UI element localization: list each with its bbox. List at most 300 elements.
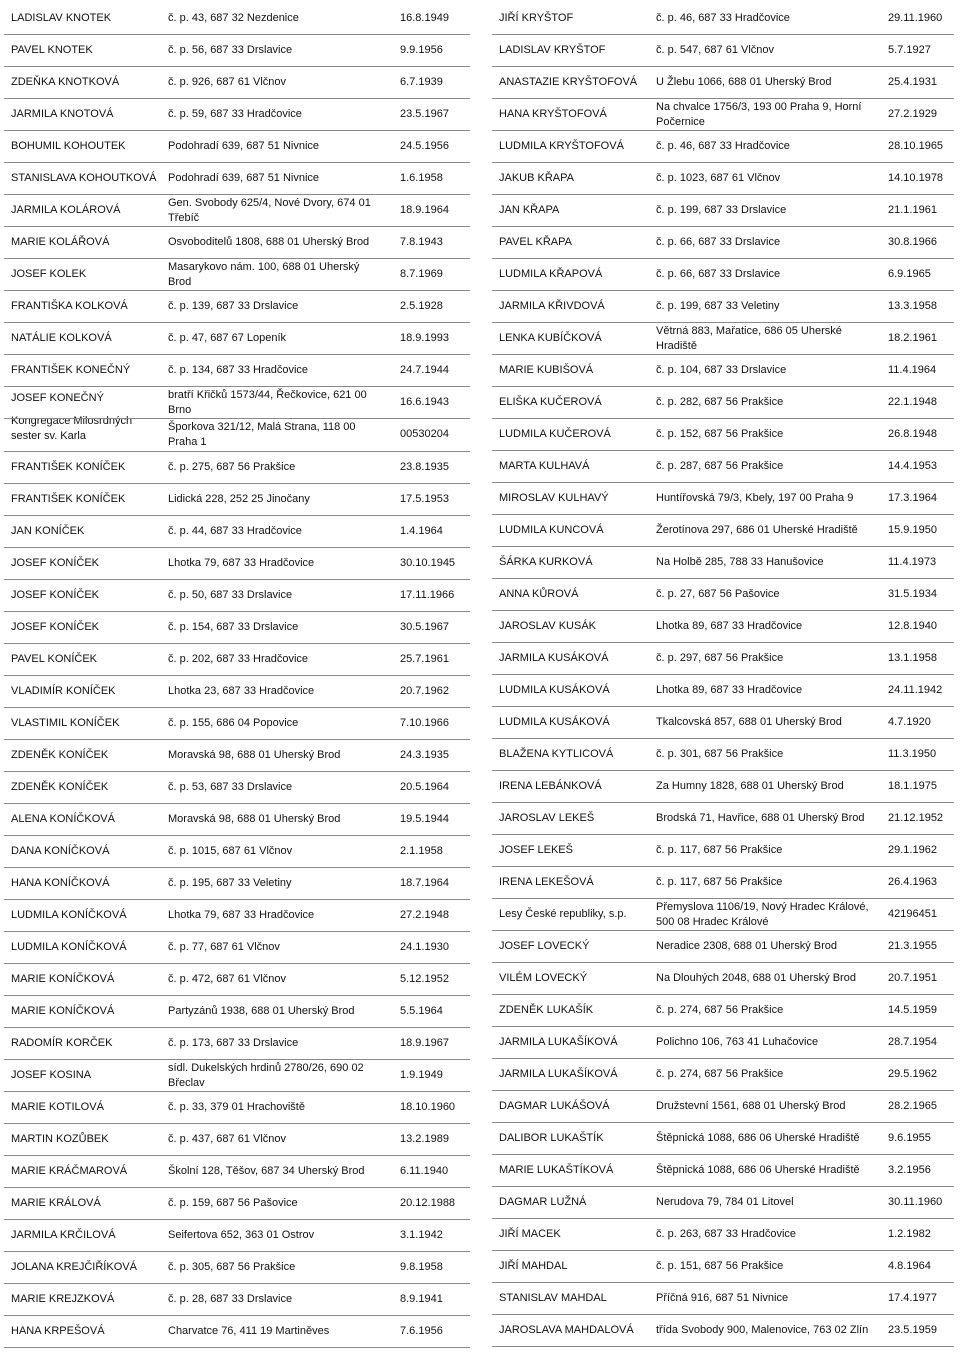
owner-address: č. p. 53, 687 33 Drslavice <box>168 781 293 793</box>
owner-name: JOSEF KONÍČEK <box>11 621 100 633</box>
table-row <box>492 1251 954 1283</box>
table-row <box>4 772 470 804</box>
table-row <box>4 323 470 355</box>
owner-date: 21.3.1955 <box>888 940 937 952</box>
owner-date: 26.4.1963 <box>888 876 937 888</box>
owner-address: Huntířovská 79/3, Kbely, 197 00 Praha 9 <box>656 492 854 504</box>
owner-name: VILÉM LOVECKÝ <box>499 972 588 984</box>
owner-name: MARIE KUBIŠOVÁ <box>499 364 594 376</box>
owner-address: Polichno 106, 763 41 Luhačovice <box>656 1036 819 1048</box>
table-row <box>4 900 470 932</box>
table-row <box>4 1092 470 1124</box>
owner-name: PAVEL KNOTEK <box>11 44 93 56</box>
table-row <box>492 67 954 99</box>
table-row <box>4 1188 470 1220</box>
owner-address: bratří Křičků 1573/44, Řečkovice, 621 00 Brno <box>168 388 367 416</box>
owner-address: Lhotka 23, 687 33 Hradčovice <box>168 685 315 697</box>
table-row <box>4 740 470 772</box>
owner-address: č. p. 287, 687 56 Prakšice <box>656 460 784 472</box>
owner-address: č. p. 926, 687 61 Vlčnov <box>168 76 287 88</box>
table-row <box>4 516 470 548</box>
table-row <box>492 483 954 515</box>
owner-address: č. p. 28, 687 33 Drslavice <box>168 1293 293 1305</box>
owner-name: JARMILA LUKAŠÍKOVÁ <box>499 1068 618 1080</box>
owner-name: JARMILA KRČILOVÁ <box>11 1229 116 1241</box>
owner-date: 28.7.1954 <box>888 1036 937 1048</box>
owner-date: 29.1.1962 <box>888 844 937 856</box>
owner-date: 6.9.1965 <box>888 268 931 280</box>
owner-name: MARIE KOLÁŘOVÁ <box>11 236 110 248</box>
owner-address: č. p. 199, 687 33 Veletiny <box>656 300 780 312</box>
owner-date: 29.5.1962 <box>888 1068 937 1080</box>
owner-name: LUDMILA KŘAPOVÁ <box>499 268 603 280</box>
table-row <box>4 804 470 836</box>
table-row <box>4 131 470 163</box>
owner-date: 24.7.1944 <box>400 364 449 376</box>
owner-address: č. p. 437, 687 61 Vlčnov <box>168 1133 287 1145</box>
owner-address: Lhotka 89, 687 33 Hradčovice <box>656 620 803 632</box>
owner-date: 18.1.1975 <box>888 780 937 792</box>
owner-date: 5.12.1952 <box>400 973 449 985</box>
owner-name: JARMILA KUSÁKOVÁ <box>499 652 609 664</box>
table-row <box>4 964 470 996</box>
owner-address: Nerudova 79, 784 01 Litovel <box>656 1196 794 1208</box>
table-row <box>492 899 954 931</box>
owner-name: HANA KRYŠTOFOVÁ <box>499 108 607 120</box>
table-row <box>492 1091 954 1123</box>
owner-name: MARIE KONÍČKOVÁ <box>11 973 115 985</box>
owner-date: 9.6.1955 <box>888 1132 931 1144</box>
owner-address: Brodská 71, Havřice, 688 01 Uherský Brod <box>656 812 865 824</box>
owner-date: 16.6.1943 <box>400 396 449 408</box>
table-row <box>4 708 470 740</box>
owner-date: 1.9.1949 <box>400 1069 443 1081</box>
owner-address: č. p. 66, 687 33 Drslavice <box>656 236 781 248</box>
table-row <box>492 355 954 387</box>
owner-date: 30.11.1960 <box>888 1196 943 1208</box>
table-row <box>492 1059 954 1091</box>
owner-date: 1.2.1982 <box>888 1228 931 1240</box>
owner-name: MARTA KULHAVÁ <box>499 460 590 472</box>
owner-name: JAN KŘAPA <box>499 204 560 216</box>
table-row <box>492 611 954 643</box>
owner-address: č. p. 199, 687 33 Drslavice <box>656 204 787 216</box>
table-row <box>4 580 470 612</box>
owner-address: č. p. 263, 687 33 Hradčovice <box>656 1228 797 1240</box>
left-column <box>4 3 470 1348</box>
owner-address: č. p. 152, 687 56 Prakšice <box>656 428 784 440</box>
owner-name: RADOMÍR KORČEK <box>11 1037 113 1049</box>
owner-address: Gen. Svobody 625/4, Nové Dvory, 674 01 Třebíč <box>168 196 371 224</box>
owner-name: HANA KRPEŠOVÁ <box>11 1325 105 1337</box>
table-row <box>4 612 470 644</box>
owner-name: JAN KONÍČEK <box>11 525 85 537</box>
owner-date: 13.1.1958 <box>888 652 937 664</box>
owner-date: 28.10.1965 <box>888 140 944 152</box>
owner-date: 30.5.1967 <box>400 621 449 633</box>
owner-name: BOHUMIL KOHOUTEK <box>11 140 126 152</box>
owner-name: MARIE KREJZKOVÁ <box>11 1293 115 1305</box>
owner-name: STANISLAVA KOHOUTKOVÁ <box>11 172 157 184</box>
owner-date: 17.4.1977 <box>888 1292 937 1304</box>
owner-address: č. p. 66, 687 33 Drslavice <box>656 268 781 280</box>
owner-name: ELIŠKA KUČEROVÁ <box>499 396 602 408</box>
owner-name: JOSEF KONEČNÝ <box>11 391 104 404</box>
table-row <box>492 35 954 67</box>
table-row <box>4 452 470 484</box>
owner-date: 28.2.1965 <box>888 1100 937 1112</box>
owner-date: 5.5.1964 <box>400 1005 443 1017</box>
owner-name: JAKUB KŘAPA <box>499 172 574 184</box>
owner-name: FRANTIŠEK KONEČNÝ <box>11 364 131 376</box>
table-row <box>492 643 954 675</box>
owner-name: JARMILA KOLÁROVÁ <box>11 204 121 216</box>
owner-name: Kongregace Milosrdných sester sv. Karla <box>11 415 133 442</box>
owner-date: 7.6.1956 <box>400 1325 443 1337</box>
owner-date: 7.8.1943 <box>400 236 443 248</box>
owner-address: Tkalcovská 857, 688 01 Uherský Brod <box>656 716 842 728</box>
owner-address: č. p. 139, 687 33 Drslavice <box>168 300 299 312</box>
owner-date: 2.1.1958 <box>400 845 443 857</box>
owner-name: LUDMILA KUSÁKOVÁ <box>499 716 610 728</box>
owner-name: JARMILA KŘIVDOVÁ <box>499 300 605 312</box>
owner-date: 20.7.1951 <box>888 972 937 984</box>
owner-address: třída Svobody 900, Malenovice, 763 02 Zlín <box>656 1324 869 1336</box>
owner-date: 8.7.1969 <box>400 268 443 280</box>
owner-address: Seifertova 652, 363 01 Ostrov <box>168 1229 315 1241</box>
table-row <box>492 835 954 867</box>
owner-address: Přemyslova 1106/19, Nový Hradec Králové, 500 08 Hradec Králové <box>656 900 869 928</box>
table-row <box>492 3 954 35</box>
owner-name: JOLANA KREJČIŘÍKOVÁ <box>11 1261 137 1273</box>
owner-date: 20.12.1988 <box>400 1197 456 1209</box>
owner-name: DANA KONÍČKOVÁ <box>11 845 110 857</box>
owner-name: JOSEF KONÍČEK <box>11 557 100 569</box>
owner-address: č. p. 77, 687 61 Vlčnov <box>168 941 280 953</box>
owner-address: U Žlebu 1066, 688 01 Uherský Brod <box>656 76 832 88</box>
table-row <box>4 644 470 676</box>
owner-date: 21.1.1961 <box>888 204 937 216</box>
owner-date: 16.8.1949 <box>400 12 449 24</box>
table-row <box>492 1315 954 1347</box>
table-row <box>4 99 470 131</box>
owner-date: 11.3.1950 <box>888 748 937 760</box>
table-row <box>4 1252 470 1284</box>
owner-name: VLASTIMIL KONÍČEK <box>11 717 120 729</box>
table-row <box>492 1123 954 1155</box>
owner-name: IRENA LEKEŠOVÁ <box>499 876 594 888</box>
owner-date: 11.4.1964 <box>888 364 937 376</box>
table-row <box>4 1124 470 1156</box>
table-row <box>4 996 470 1028</box>
owner-date: 25.4.1931 <box>888 76 937 88</box>
owner-date: 4.8.1964 <box>888 1260 931 1272</box>
table-row <box>492 867 954 899</box>
table-row <box>492 1187 954 1219</box>
owner-date: 26.8.1948 <box>888 428 937 440</box>
table-row <box>492 451 954 483</box>
owner-date: 25.7.1961 <box>400 653 449 665</box>
owner-date: 23.5.1967 <box>400 108 449 120</box>
owner-name: DAGMAR LUKÁŠOVÁ <box>499 1100 610 1112</box>
table-row <box>492 227 954 259</box>
owner-address: č. p. 117, 687 56 Prakšice <box>656 876 783 888</box>
table-row <box>492 1219 954 1251</box>
owner-name: LENKA KUBÍČKOVÁ <box>499 332 602 344</box>
owner-name: JAROSLAV LEKEŠ <box>499 812 595 824</box>
owner-date: 24.1.1930 <box>400 941 449 953</box>
owner-name: FRANTIŠKA KOLKOVÁ <box>11 300 128 312</box>
owner-address: sídl. Dukelských hrdinů 2780/26, 690 02 Břeclav <box>168 1061 364 1089</box>
owner-address: č. p. 47, 687 67 Lopeník <box>168 332 287 344</box>
owner-address: č. p. 1023, 687 61 Vlčnov <box>656 172 781 184</box>
owner-name: HANA KONÍČKOVÁ <box>11 877 110 889</box>
owner-name: JOSEF KOSINA <box>11 1069 92 1081</box>
table-row <box>492 515 954 547</box>
owner-address: č. p. 27, 687 56 Pašovice <box>656 588 780 600</box>
owner-address: Štěpnická 1088, 686 06 Uherské Hradiště <box>656 1164 860 1176</box>
owner-date: 13.2.1989 <box>400 1133 449 1145</box>
owner-date: 18.7.1964 <box>400 877 449 889</box>
table-row <box>492 387 954 419</box>
owner-date: 20.5.1964 <box>400 781 449 793</box>
owner-address: č. p. 173, 687 33 Drslavice <box>168 1037 299 1049</box>
owner-date: 21.12.1952 <box>888 812 944 824</box>
owner-date: 7.10.1966 <box>400 717 449 729</box>
owner-name: IRENA LEBÁNKOVÁ <box>499 780 602 792</box>
owner-date: 11.4.1973 <box>888 556 937 568</box>
table-row <box>4 163 470 195</box>
owner-name: FRANTIŠEK KONÍČEK <box>11 461 126 473</box>
owner-name: JIŘÍ MAHDAL <box>499 1260 568 1272</box>
owner-address: Masarykovo nám. 100, 688 01 Uherský Brod <box>168 260 360 288</box>
owner-address: č. p. 46, 687 33 Hradčovice <box>656 12 790 24</box>
table-row <box>492 1155 954 1187</box>
owner-address: č. p. 104, 687 33 Drslavice <box>656 364 787 376</box>
owner-name: JARMILA LUKAŠÍKOVÁ <box>499 1036 618 1048</box>
owner-date: 18.9.1967 <box>400 1037 449 1049</box>
owner-address: č. p. 46, 687 33 Hradčovice <box>656 140 790 152</box>
owner-name: MARIE KRÁLOVÁ <box>11 1197 101 1209</box>
owner-address: č. p. 117, 687 56 Prakšice <box>656 844 783 856</box>
table-row <box>492 1283 954 1315</box>
owner-date: 3.2.1956 <box>888 1164 931 1176</box>
table-row <box>492 739 954 771</box>
owner-name: LADISLAV KRYŠTOF <box>499 44 606 56</box>
owner-name: Lesy České republiky, s.p. <box>499 908 627 920</box>
table-row <box>492 675 954 707</box>
owner-date: 20.7.1962 <box>400 685 449 697</box>
owner-date: 24.5.1956 <box>400 140 449 152</box>
owner-address: č. p. 195, 687 33 Veletiny <box>168 877 292 889</box>
owner-address: č. p. 275, 687 56 Prakšice <box>168 461 296 473</box>
table-row <box>4 1220 470 1252</box>
owner-date: 18.9.1993 <box>400 332 449 344</box>
table-row <box>4 35 470 67</box>
owner-date: 9.9.1956 <box>400 44 443 56</box>
owner-date: 14.5.1959 <box>888 1004 937 1016</box>
owner-address: Lhotka 79, 687 33 Hradčovice <box>168 909 315 921</box>
owner-date: 5.7.1927 <box>888 44 931 56</box>
owner-name: JOSEF LEKEŠ <box>499 844 573 856</box>
owner-address: Podohradí 639, 687 51 Nivnice <box>168 172 320 184</box>
table-row <box>492 259 954 291</box>
owner-address: Příčná 916, 687 51 Nivnice <box>656 1292 789 1304</box>
owner-date: 3.1.1942 <box>400 1229 443 1241</box>
owner-name: DALIBOR LUKAŠTÍK <box>499 1132 604 1144</box>
table-row <box>4 1028 470 1060</box>
owner-address: č. p. 1015, 687 61 Vlčnov <box>168 845 293 857</box>
owner-name: LUDMILA KONÍČKOVÁ <box>11 909 127 921</box>
table-row <box>4 484 470 516</box>
owner-name: JIŘÍ MACEK <box>499 1228 561 1240</box>
table-row <box>492 163 954 195</box>
owner-name: BLAŽENA KYTLICOVÁ <box>499 748 614 760</box>
owner-address: Šporkova 321/12, Malá Strana, 118 00 Praha 1 <box>168 420 356 448</box>
table-row <box>492 195 954 227</box>
owner-address: Družstevní 1561, 688 01 Uherský Brod <box>656 1100 846 1112</box>
table-row <box>4 868 470 900</box>
owner-name: LUDMILA KUČEROVÁ <box>499 428 611 440</box>
owner-date: 23.8.1935 <box>400 461 449 473</box>
owner-date: 14.4.1953 <box>888 460 937 472</box>
owner-date: 30.8.1966 <box>888 236 937 248</box>
owner-address: Větrná 883, Mařatice, 686 05 Uherské Hradiště <box>656 324 842 352</box>
owner-date: 18.2.1961 <box>888 332 937 344</box>
owner-date: 15.9.1950 <box>888 524 937 536</box>
table-row <box>492 547 954 579</box>
table-row <box>4 676 470 708</box>
owner-name: PAVEL KŘAPA <box>499 236 572 248</box>
owner-address: č. p. 297, 687 56 Prakšice <box>656 652 784 664</box>
owner-name: JAROSLAVA MAHDALOVÁ <box>499 1324 634 1336</box>
owner-date: 18.10.1960 <box>400 1101 456 1113</box>
owner-address: Moravská 98, 688 01 Uherský Brod <box>168 813 341 825</box>
owner-name: JOSEF KONÍČEK <box>11 589 100 601</box>
owner-date: 18.9.1964 <box>400 204 449 216</box>
table-row <box>4 259 470 291</box>
owner-address: č. p. 547, 687 61 Vlčnov <box>656 44 775 56</box>
owner-name: JAROSLAV KUSÁK <box>499 620 596 632</box>
owner-date: 4.7.1920 <box>888 716 931 728</box>
table-row <box>492 291 954 323</box>
owner-address: Osvoboditelů 1808, 688 01 Uherský Brod <box>168 236 370 248</box>
right-column <box>492 3 954 1347</box>
table-row <box>4 1284 470 1316</box>
owner-name: ZDENĚK KONÍČEK <box>11 781 109 793</box>
owner-name: ANASTAZIE KRYŠTOFOVÁ <box>499 76 638 88</box>
owner-date: 13.3.1958 <box>888 300 937 312</box>
owner-address: Lhotka 79, 687 33 Hradčovice <box>168 557 315 569</box>
owner-name: ZDEŇKA KNOTKOVÁ <box>11 76 120 88</box>
owner-address: Charvatce 76, 411 19 Martiněves <box>168 1325 330 1337</box>
table-row <box>492 1027 954 1059</box>
owner-address: č. p. 155, 686 04 Popovice <box>168 717 299 729</box>
owner-address: č. p. 43, 687 32 Nezdenice <box>168 12 299 24</box>
table-row <box>492 931 954 963</box>
table-row <box>4 3 470 35</box>
table-row <box>492 323 954 355</box>
table-row <box>492 771 954 803</box>
owner-address: č. p. 33, 379 01 Hrachoviště <box>168 1101 305 1113</box>
owner-address: č. p. 154, 687 33 Drslavice <box>168 621 299 633</box>
owner-date: 24.11.1942 <box>888 684 943 696</box>
owner-address: Na chvalce 1756/3, 193 00 Praha 9, Horní Počernice <box>656 100 862 128</box>
owner-address: č. p. 301, 687 56 Prakšice <box>656 748 784 760</box>
table-row <box>4 836 470 868</box>
table-row <box>492 579 954 611</box>
table-row <box>492 419 954 451</box>
owner-address: Neradice 2308, 688 01 Uherský Brod <box>656 940 837 952</box>
owner-date: 9.8.1958 <box>400 1261 443 1273</box>
owner-name: PAVEL KONÍČEK <box>11 653 97 665</box>
owner-date: 29.11.1960 <box>888 12 943 24</box>
owner-address: Na Dlouhých 2048, 688 01 Uherský Brod <box>656 972 856 984</box>
owner-date: 24.3.1935 <box>400 749 449 761</box>
owner-address: č. p. 134, 687 33 Hradčovice <box>168 364 309 376</box>
owner-date: 31.5.1934 <box>888 588 937 600</box>
table-row <box>4 1060 470 1092</box>
table-row <box>492 707 954 739</box>
owner-address: Partyzánů 1938, 688 01 Uherský Brod <box>168 1005 355 1017</box>
owner-address: Podohradí 639, 687 51 Nivnice <box>168 140 320 152</box>
owner-date: 30.10.1945 <box>400 557 456 569</box>
owner-date: 6.11.1940 <box>400 1165 449 1177</box>
owner-name: LUDMILA KRYŠTOFOVÁ <box>499 140 624 152</box>
owner-name: STANISLAV MAHDAL <box>499 1292 607 1304</box>
table-row <box>4 1316 470 1348</box>
owner-date: 6.7.1939 <box>400 76 443 88</box>
owner-name: JARMILA KNOTOVÁ <box>11 108 114 120</box>
owner-date: 27.2.1929 <box>888 108 937 120</box>
owner-name: MARIE KONÍČKOVÁ <box>11 1005 115 1017</box>
owner-address: Školní 128, Těšov, 687 34 Uherský Brod <box>168 1165 365 1177</box>
owner-address: č. p. 274, 687 56 Prakšice <box>656 1004 784 1016</box>
table-row <box>4 195 470 227</box>
owner-date: 8.9.1941 <box>400 1293 443 1305</box>
owner-address: Žerotínova 297, 686 01 Uherské Hradiště <box>656 524 858 536</box>
owner-name: JOSEF LOVECKÝ <box>499 940 590 952</box>
owner-name: FRANTIŠEK KONÍČEK <box>11 493 126 505</box>
owner-date: 12.8.1940 <box>888 620 937 632</box>
owner-name: MARIE LUKAŠTÍKOVÁ <box>499 1164 614 1176</box>
table-row <box>492 131 954 163</box>
owner-date: 17.5.1953 <box>400 493 449 505</box>
owner-address: č. p. 282, 687 56 Prakšice <box>656 396 784 408</box>
owner-name: ŠÁRKA KURKOVÁ <box>499 556 593 568</box>
owner-name: MARTIN KOZŮBEK <box>11 1133 109 1145</box>
table-row <box>4 227 470 259</box>
owner-name: JIŘÍ KRYŠTOF <box>499 12 574 24</box>
owner-address: č. p. 159, 687 56 Pašovice <box>168 1197 298 1209</box>
owner-date: 14.10.1978 <box>888 172 944 184</box>
owner-date: 17.11.1966 <box>400 589 455 601</box>
owner-date: 1.4.1964 <box>400 525 443 537</box>
table-row <box>4 548 470 580</box>
owner-date: 27.2.1948 <box>400 909 449 921</box>
owner-name: ALENA KONÍČKOVÁ <box>11 813 115 825</box>
owner-address: Za Humny 1828, 688 01 Uherský Brod <box>656 780 844 792</box>
owner-date: 19.5.1944 <box>400 813 449 825</box>
owner-name: LADISLAV KNOTEK <box>11 12 112 24</box>
owner-date: 2.5.1928 <box>400 300 443 312</box>
owner-name: ZDENĚK KONÍČEK <box>11 749 109 761</box>
table-row <box>4 932 470 964</box>
owner-address: č. p. 44, 687 33 Hradčovice <box>168 525 302 537</box>
owner-address: Na Holbě 285, 788 33 Hanušovice <box>656 556 824 568</box>
owner-address: Lhotka 89, 687 33 Hradčovice <box>656 684 803 696</box>
owner-address: č. p. 305, 687 56 Prakšice <box>168 1261 296 1273</box>
